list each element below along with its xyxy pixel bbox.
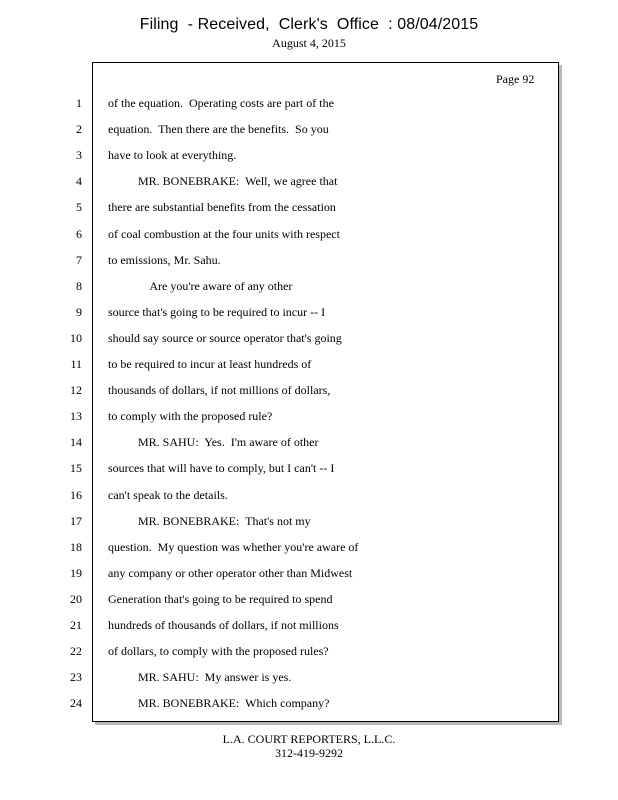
line-number: 3: [76, 148, 82, 162]
transcript-line: question. My question was whether you're aware of: [108, 540, 359, 554]
transcript-line: MR. SAHU: Yes. I'm aware of other: [108, 435, 319, 449]
transcript-line: of the equation. Operating costs are part of the: [108, 96, 334, 110]
transcript-line: thousands of dollars, if not millions of dollars,: [108, 383, 331, 397]
line-number: 22: [70, 644, 82, 658]
transcript-line: Generation that's going to be required to spend: [108, 592, 333, 606]
transcript-line: of coal combustion at the four units with respect: [108, 227, 340, 241]
line-number: 2: [76, 122, 82, 136]
transcript-line: any company or other operator other than Midwest: [108, 566, 353, 580]
line-number: 11: [70, 357, 82, 371]
court-reporter-phone: 312-419-9292: [275, 746, 343, 760]
line-number: 21: [70, 618, 82, 632]
line-number: 12: [70, 383, 82, 397]
line-number: 5: [76, 200, 82, 214]
line-number: 15: [70, 461, 82, 475]
transcript-line: to be required to incur at least hundreds of: [108, 357, 312, 371]
line-number: 16: [70, 488, 82, 502]
transcript-line: MR. BONEBRAKE: Which company?: [108, 696, 330, 710]
line-number: 7: [76, 253, 82, 267]
line-number: 1: [76, 96, 82, 110]
line-number: 8: [76, 279, 82, 293]
transcript-line: to comply with the proposed rule?: [108, 409, 273, 423]
transcript-line: there are substantial benefits from the cessation: [108, 200, 336, 214]
line-number: 4: [76, 174, 82, 188]
transcript-line: equation. Then there are the benefits. So you: [108, 122, 329, 136]
transcript-line: sources that will have to comply, but I can't -- I: [108, 461, 335, 475]
transcript-line: Are you're aware of any other: [108, 279, 293, 293]
line-number: 20: [70, 592, 82, 606]
transcript-line: hundreds of thousands of dollars, if not millions: [108, 618, 339, 632]
line-number: 13: [70, 409, 82, 423]
page-number: Page 92: [496, 72, 535, 86]
line-number: 24: [70, 696, 82, 710]
line-number: 10: [70, 331, 82, 345]
court-reporter-name: L.A. COURT REPORTERS, L.L.C.: [222, 732, 396, 746]
line-number: 18: [70, 540, 82, 554]
transcript-line: MR. BONEBRAKE: That's not my: [108, 514, 311, 528]
line-number: 9: [76, 305, 82, 319]
transcript-line: can't speak to the details.: [108, 488, 228, 502]
transcript-line: MR. SAHU: My answer is yes.: [108, 670, 292, 684]
line-number: 19: [70, 566, 82, 580]
transcript-line: have to look at everything.: [108, 148, 237, 162]
transcript-line: MR. BONEBRAKE: Well, we agree that: [108, 174, 338, 188]
line-number: 17: [70, 514, 82, 528]
transcript-line: should say source or source operator that's going: [108, 331, 342, 345]
transcript-line: of dollars, to comply with the proposed rules?: [108, 644, 329, 658]
transcript-line: to emissions, Mr. Sahu.: [108, 253, 221, 267]
line-number: 6: [76, 227, 82, 241]
line-number: 14: [70, 435, 82, 449]
line-number: 23: [70, 670, 82, 684]
filing-stamp: Filing - Received, Clerk's Office : 08/04/2015: [139, 16, 479, 33]
transcript-line: source that's going to be required to incur -- I: [108, 305, 326, 319]
filing-date: August 4, 2015: [272, 36, 346, 50]
